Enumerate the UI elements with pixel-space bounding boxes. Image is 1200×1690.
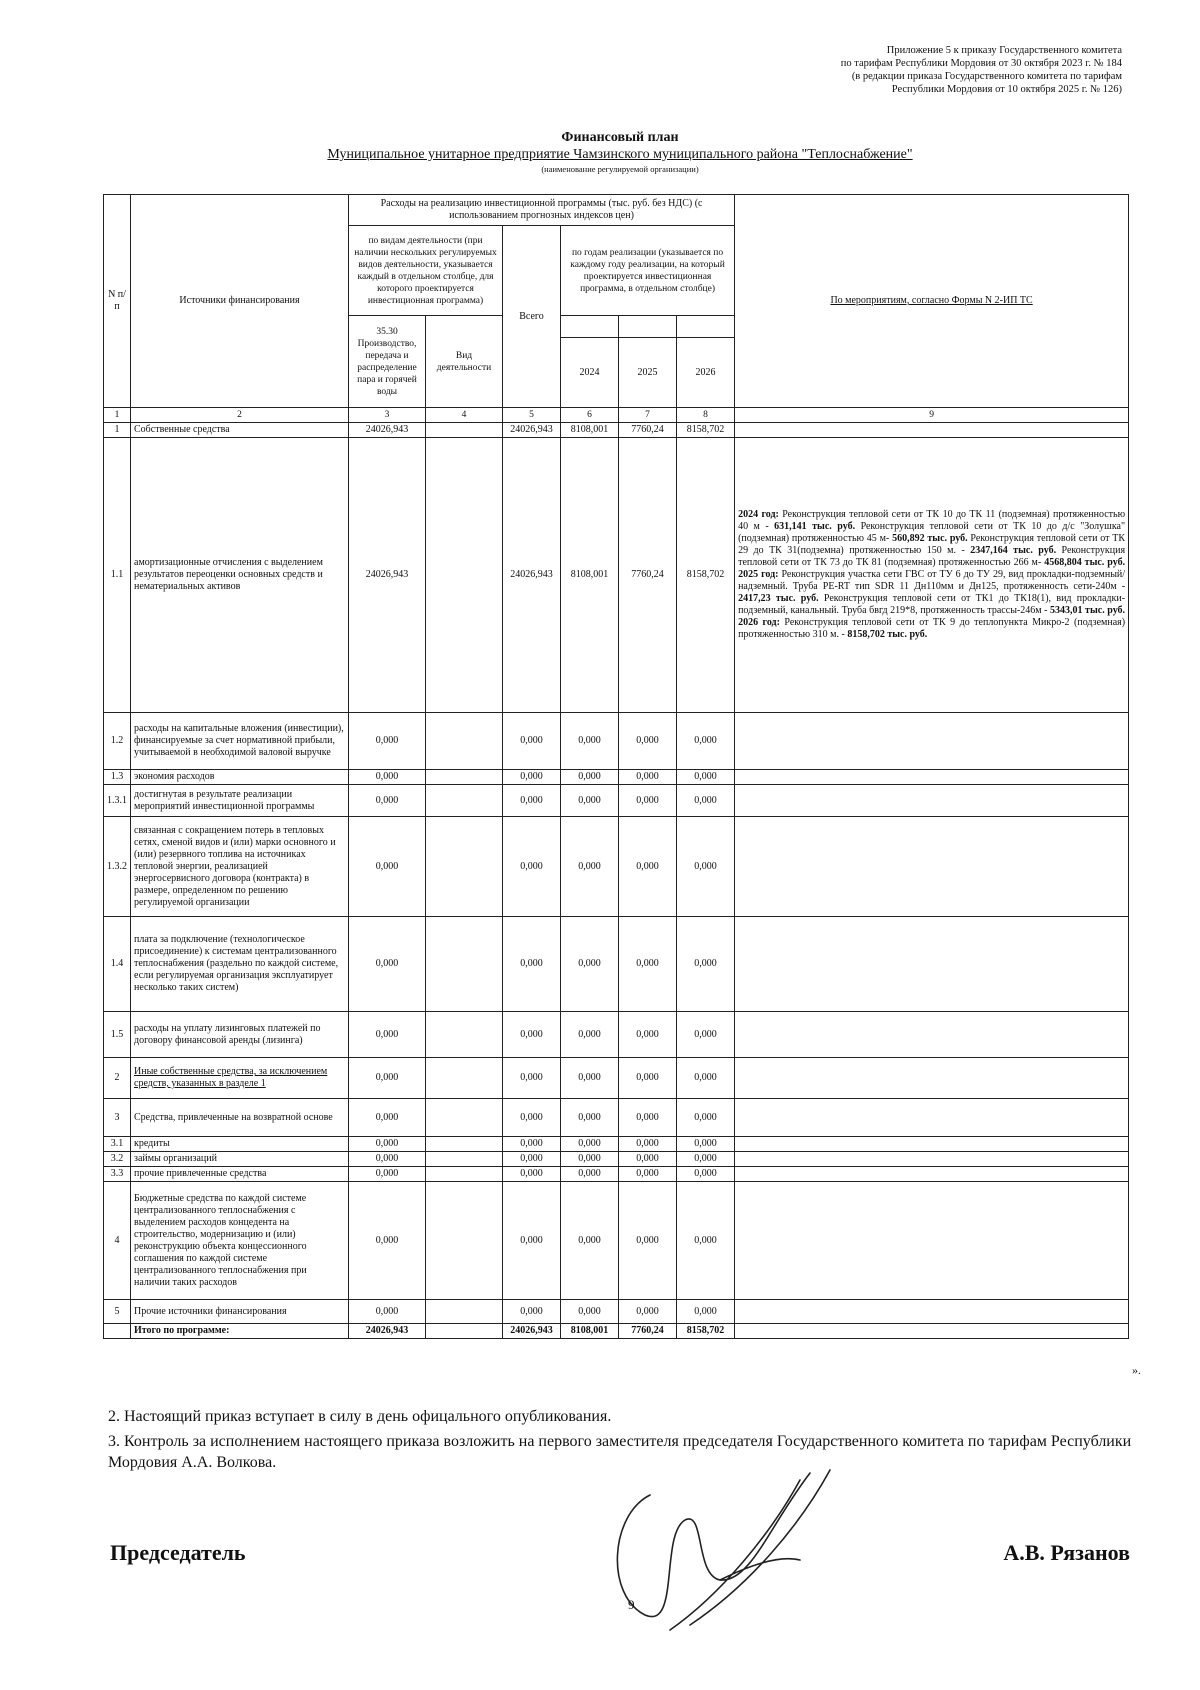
row-number: 5 bbox=[104, 1300, 131, 1324]
row-total: 0,000 bbox=[503, 1099, 561, 1137]
row-measures bbox=[735, 817, 1129, 917]
col-number: 7 bbox=[619, 408, 677, 423]
row-activity2 bbox=[426, 817, 503, 917]
row-source: расходы на капитальные вложения (инвестиции), финансируемые за счет нормативной прибыли, учитываемой в необходимой валовой выручке bbox=[131, 713, 349, 770]
row-2024: 0,000 bbox=[561, 1167, 619, 1182]
row-2026: 0,000 bbox=[677, 713, 735, 770]
organization-caption: (наименование регулируемой организации) bbox=[541, 164, 699, 174]
row-total: 0,000 bbox=[503, 1012, 561, 1058]
row-measures bbox=[735, 713, 1129, 770]
row-activity2 bbox=[426, 1182, 503, 1300]
header-measures: По мероприятиям, согласно Формы N 2-ИП ТС bbox=[735, 195, 1129, 408]
row-source: Прочие источники финансирования bbox=[131, 1300, 349, 1324]
row-activity1: 0,000 bbox=[349, 1012, 426, 1058]
document-title bbox=[0, 130, 1200, 174]
row-2025: 0,000 bbox=[619, 1167, 677, 1182]
row-activity2 bbox=[426, 1137, 503, 1152]
table-row bbox=[104, 917, 1129, 1012]
table-row bbox=[104, 1167, 1129, 1182]
row-number: 1.3.1 bbox=[104, 785, 131, 817]
row-2026: 8158,702 bbox=[677, 438, 735, 713]
table-row bbox=[104, 1099, 1129, 1137]
row-2026: 0,000 bbox=[677, 1012, 735, 1058]
row-total: 0,000 bbox=[503, 770, 561, 785]
row-number: 3.2 bbox=[104, 1152, 131, 1167]
table-row bbox=[104, 1152, 1129, 1167]
measures-description bbox=[735, 438, 1129, 713]
row-activity1: 0,000 bbox=[349, 770, 426, 785]
paragraph-3: 3. Контроль за исполнением настоящего приказа возложить на первого заместителя председателя Государственного комитета по тарифам Республики Мордовия А.А. Волкова. bbox=[108, 1433, 1132, 1471]
row-total: 0,000 bbox=[503, 1137, 561, 1152]
row-total: 0,000 bbox=[503, 713, 561, 770]
row-activity2 bbox=[426, 770, 503, 785]
row-2026: 0,000 bbox=[677, 1137, 735, 1152]
header-source: Источники финансирования bbox=[131, 195, 349, 408]
row-source: плата за подключение (технологическое присоединение) к системам централизованного теплоснабжения (раздельно по каждой системе, если регулируемая организация эксплуатирует несколько таких систем) bbox=[131, 917, 349, 1012]
row-2025: 0,000 bbox=[619, 1300, 677, 1324]
row-measures bbox=[735, 1152, 1129, 1167]
row-total: 0,000 bbox=[503, 1058, 561, 1099]
total-label: Итого по программе: bbox=[131, 1324, 349, 1339]
appendix-note bbox=[662, 44, 1122, 96]
financial-plan-table bbox=[103, 194, 1129, 1339]
row-measures bbox=[735, 1167, 1129, 1182]
table-total-row bbox=[104, 1324, 1129, 1339]
row-measures bbox=[735, 1182, 1129, 1300]
header-activity-2: Вид деятельности bbox=[426, 316, 503, 408]
col-number: 2 bbox=[131, 408, 349, 423]
row-2025: 0,000 bbox=[619, 785, 677, 817]
plan-title: Финансовый план bbox=[561, 130, 679, 145]
row-2026: 0,000 bbox=[677, 1182, 735, 1300]
appendix-note-line: Республики Мордовия от 10 октября 2025 г. № 126) bbox=[891, 84, 1122, 95]
row-2024: 0,000 bbox=[561, 713, 619, 770]
col-number: 4 bbox=[426, 408, 503, 423]
row-total: 0,000 bbox=[503, 1167, 561, 1182]
header-year-2025: 2025 bbox=[619, 338, 677, 408]
row-2024: 0,000 bbox=[561, 1012, 619, 1058]
measure-text: Реконструкция участка сети ГВС от ТУ 6 до ТУ 29, вид прокладки-подземный/надземный. Труба PE-RT тип SDR 11 Дн110мм и Дн125, протяженность сети-240м - bbox=[738, 569, 1126, 592]
row-total: 0,000 bbox=[503, 1152, 561, 1167]
row-2024: 0,000 bbox=[561, 917, 619, 1012]
row-2024: 0,000 bbox=[561, 1058, 619, 1099]
year-label: 2026 год: bbox=[738, 617, 780, 628]
row-source: амортизационные отчисления с выделением результатов переоценки основных средств и нематериальных активов bbox=[131, 438, 349, 713]
row-total: 24026,943 bbox=[503, 438, 561, 713]
col-number: 9 bbox=[735, 408, 1129, 423]
appendix-note-line: Приложение 5 к приказу Государственного комитета bbox=[886, 45, 1122, 56]
closing-quote: ». bbox=[1132, 1363, 1141, 1377]
paragraph-2: 2. Настоящий приказ вступает в силу в день офицального опубликования. bbox=[108, 1408, 612, 1425]
row-2024: 0,000 bbox=[561, 1099, 619, 1137]
col-number: 5 bbox=[503, 408, 561, 423]
row-2025: 0,000 bbox=[619, 1058, 677, 1099]
row-measures bbox=[735, 1324, 1129, 1339]
signer-name: А.В. Рязанов bbox=[1003, 1540, 1130, 1565]
handwritten-signature bbox=[600, 1465, 850, 1640]
row-source: Бюджетные средства по каждой системе централизованного теплоснабжения с выделением расходов концедента на строительство, модернизацию и (или) реконструкцию объекта концессионного соглашения по каждой системе централизованного теплоснабжения при наличии таких расходов bbox=[131, 1182, 349, 1300]
row-source: прочие привлеченные средства bbox=[131, 1167, 349, 1182]
year-label: 2024 год: bbox=[738, 509, 779, 520]
row-2025: 0,000 bbox=[619, 817, 677, 917]
row-2026: 0,000 bbox=[677, 1152, 735, 1167]
row-source: Средства, привлеченные на возвратной основе bbox=[131, 1099, 349, 1137]
row-source: экономия расходов bbox=[131, 770, 349, 785]
row-2025: 0,000 bbox=[619, 917, 677, 1012]
row-total: 0,000 bbox=[503, 1182, 561, 1300]
header-expenses: Расходы на реализацию инвестиционной программы (тыс. руб. без НДС) (с использованием прогнозных индексов цен) bbox=[349, 195, 735, 226]
header-by-year: по годам реализации (указывается по каждому году реализации, на который проектируется инвестиционная программа, в отдельном столбце) bbox=[561, 226, 735, 316]
row-2024: 0,000 bbox=[561, 1182, 619, 1300]
measure-sum: 8158,702 тыс. руб. bbox=[847, 629, 928, 640]
measure-sum: 5343,01 тыс. руб. bbox=[1050, 605, 1126, 616]
total-2026: 8158,702 bbox=[677, 1324, 735, 1339]
row-2026: 0,000 bbox=[677, 1300, 735, 1324]
row-source: займы организаций bbox=[131, 1152, 349, 1167]
row-2025: 0,000 bbox=[619, 1152, 677, 1167]
organization-name: Муниципальное унитарное предприятие Чамзинского муниципального района "Теплоснабжение" bbox=[327, 147, 913, 162]
row-measures bbox=[735, 785, 1129, 817]
row-activity1: 24026,943 bbox=[349, 423, 426, 438]
header-num: N п/п bbox=[104, 195, 131, 408]
row-2024: 0,000 bbox=[561, 785, 619, 817]
row-number bbox=[104, 1324, 131, 1339]
row-number: 1.3 bbox=[104, 770, 131, 785]
row-measures bbox=[735, 1058, 1129, 1099]
row-total: 24026,943 bbox=[503, 423, 561, 438]
measure-sum: 631,141 тыс. руб. bbox=[774, 521, 856, 532]
row-number: 2 bbox=[104, 1058, 131, 1099]
table-row bbox=[104, 817, 1129, 917]
row-measures bbox=[735, 917, 1129, 1012]
row-activity2 bbox=[426, 438, 503, 713]
table-row bbox=[104, 423, 1129, 438]
row-number: 1.2 bbox=[104, 713, 131, 770]
row-activity2 bbox=[426, 1152, 503, 1167]
row-activity1: 0,000 bbox=[349, 917, 426, 1012]
row-activity1: 0,000 bbox=[349, 817, 426, 917]
col-number: 6 bbox=[561, 408, 619, 423]
col-number: 8 bbox=[677, 408, 735, 423]
row-measures bbox=[735, 1137, 1129, 1152]
row-source: Собственные средства bbox=[131, 423, 349, 438]
row-measures bbox=[735, 770, 1129, 785]
row-2026: 0,000 bbox=[677, 1099, 735, 1137]
row-number: 1.3.2 bbox=[104, 817, 131, 917]
row-2024: 0,000 bbox=[561, 817, 619, 917]
row-number: 3.3 bbox=[104, 1167, 131, 1182]
signer-position: Председатель bbox=[110, 1540, 246, 1565]
total-2025: 7760,24 bbox=[619, 1324, 677, 1339]
total-sum: 24026,943 bbox=[503, 1324, 561, 1339]
row-source: достигнутая в результате реализации мероприятий инвестиционной программы bbox=[131, 785, 349, 817]
row-activity2 bbox=[426, 1300, 503, 1324]
row-2024: 0,000 bbox=[561, 1300, 619, 1324]
row-2025: 0,000 bbox=[619, 1182, 677, 1300]
row-activity1: 0,000 bbox=[349, 713, 426, 770]
row-activity2 bbox=[426, 785, 503, 817]
header-year-spacer bbox=[677, 316, 735, 338]
row-number: 1 bbox=[104, 423, 131, 438]
table-row bbox=[104, 438, 1129, 713]
col-number: 3 bbox=[349, 408, 426, 423]
total-activity1: 24026,943 bbox=[349, 1324, 426, 1339]
row-total: 0,000 bbox=[503, 785, 561, 817]
header-year-2024: 2024 bbox=[561, 338, 619, 408]
row-2024: 8108,001 bbox=[561, 438, 619, 713]
header-year-spacer bbox=[561, 316, 619, 338]
header-year-2026: 2026 bbox=[677, 338, 735, 408]
row-total: 0,000 bbox=[503, 1300, 561, 1324]
measure-sum: 4568,804 тыс. руб. bbox=[1044, 557, 1126, 568]
row-total: 0,000 bbox=[503, 817, 561, 917]
row-activity2 bbox=[426, 1167, 503, 1182]
table-row bbox=[104, 713, 1129, 770]
measure-text: Реконструкция тепловой сети от ТК 73 до ТК 81 (подземная) протяженностью 266 м- bbox=[738, 545, 1126, 568]
header-year-spacer bbox=[619, 316, 677, 338]
row-number: 3.1 bbox=[104, 1137, 131, 1152]
table-row bbox=[104, 1300, 1129, 1324]
row-activity1: 0,000 bbox=[349, 785, 426, 817]
measure-sum: 2417,23 тыс. руб. bbox=[738, 593, 819, 604]
row-activity1: 24026,943 bbox=[349, 438, 426, 713]
measure-text: Реконструкция тепловой сети от ТК 29 до ТК 31(подземна) протяженностью 150 м. - bbox=[738, 533, 1126, 556]
table-row bbox=[104, 1012, 1129, 1058]
row-measures bbox=[735, 423, 1129, 438]
row-2025: 7760,24 bbox=[619, 423, 677, 438]
table-row bbox=[104, 1058, 1129, 1099]
row-2024: 0,000 bbox=[561, 1137, 619, 1152]
row-number: 3 bbox=[104, 1099, 131, 1137]
row-activity2 bbox=[426, 713, 503, 770]
row-number: 4 bbox=[104, 1182, 131, 1300]
table-row bbox=[104, 1182, 1129, 1300]
row-2026: 0,000 bbox=[677, 770, 735, 785]
row-measures bbox=[735, 1300, 1129, 1324]
row-number: 1.1 bbox=[104, 438, 131, 713]
row-activity1: 0,000 bbox=[349, 1167, 426, 1182]
row-source: кредиты bbox=[131, 1137, 349, 1152]
col-number: 1 bbox=[104, 408, 131, 423]
table-row bbox=[104, 785, 1129, 817]
row-2026: 0,000 bbox=[677, 1058, 735, 1099]
row-2024: 0,000 bbox=[561, 1152, 619, 1167]
appendix-note-line: по тарифам Республики Мордовия от 30 октября 2023 г. № 184 bbox=[840, 58, 1122, 69]
row-activity1: 0,000 bbox=[349, 1058, 426, 1099]
year-label: 2025 год: bbox=[738, 569, 779, 580]
measure-text: Реконструкция тепловой сети от ТК 9 до теплопункта Микро-2 (подземная) протяженностью 310 м. - bbox=[738, 617, 1126, 640]
row-activity2 bbox=[426, 1012, 503, 1058]
row-2026: 0,000 bbox=[677, 785, 735, 817]
row-2026: 8158,702 bbox=[677, 423, 735, 438]
measure-sum: 2347,164 тыс. руб. bbox=[970, 545, 1057, 556]
table-row bbox=[104, 770, 1129, 785]
row-2025: 7760,24 bbox=[619, 438, 677, 713]
page-number: 9 bbox=[628, 1597, 635, 1612]
row-activity1: 0,000 bbox=[349, 1137, 426, 1152]
row-activity2 bbox=[426, 423, 503, 438]
row-2025: 0,000 bbox=[619, 713, 677, 770]
row-2024: 8108,001 bbox=[561, 423, 619, 438]
row-activity1: 0,000 bbox=[349, 1182, 426, 1300]
row-2025: 0,000 bbox=[619, 770, 677, 785]
row-activity2 bbox=[426, 1099, 503, 1137]
row-2026: 0,000 bbox=[677, 1167, 735, 1182]
measure-text: Реконструкция тепловой сети от ТК 10 до ТК 11 (подземная) протяженностью 40 м - bbox=[738, 509, 1126, 532]
row-activity1: 0,000 bbox=[349, 1300, 426, 1324]
appendix-note-line: (в редакции приказа Государственного комитета по тарифам bbox=[851, 71, 1122, 82]
row-2025: 0,000 bbox=[619, 1099, 677, 1137]
measure-sum: 560,892 тыс. руб. bbox=[892, 533, 968, 544]
row-2026: 0,000 bbox=[677, 917, 735, 1012]
row-activity2 bbox=[426, 1058, 503, 1099]
row-2024: 0,000 bbox=[561, 770, 619, 785]
header-by-activity: по видам деятельности (при наличии нескольких регулируемых видов деятельности, указывается каждый в отдельном столбце, для которого проектируется инвестиционная программа) bbox=[349, 226, 503, 316]
table-row bbox=[104, 1137, 1129, 1152]
row-2026: 0,000 bbox=[677, 817, 735, 917]
row-activity1: 0,000 bbox=[349, 1152, 426, 1167]
row-source: расходы на уплату лизинговых платежей по договору финансовой аренды (лизинга) bbox=[131, 1012, 349, 1058]
row-2025: 0,000 bbox=[619, 1137, 677, 1152]
row-2025: 0,000 bbox=[619, 1012, 677, 1058]
header-total: Всего bbox=[503, 226, 561, 408]
row-measures bbox=[735, 1012, 1129, 1058]
header-activity-1: 35.30 Производство, передача и распределение пара и горячей воды bbox=[349, 316, 426, 408]
row-source: Иные собственные средства, за исключением средств, указанных в разделе 1 bbox=[131, 1058, 349, 1099]
row-number: 1.5 bbox=[104, 1012, 131, 1058]
measure-text: Реконструкция тепловой сети от ТК 10 до д/с "Золушка" (подземная) протяженностью 45 м- bbox=[738, 521, 1126, 544]
total-activity2 bbox=[426, 1324, 503, 1339]
row-activity1: 0,000 bbox=[349, 1099, 426, 1137]
total-2024: 8108,001 bbox=[561, 1324, 619, 1339]
row-number: 1.4 bbox=[104, 917, 131, 1012]
row-source: связанная с сокращением потерь в тепловых сетях, сменой видов и (или) марки основного и (или) резервного топлива на источниках тепловой энергии, реализацией энергосервисного договора (контракта) в размере, определенном по решению регулируемой организации bbox=[131, 817, 349, 917]
measure-text: Реконструкция тепловой сети от ТК1 до ТК18(1), вид прокладки- подземный, канальный. Труба бвгд 219*8, протяженность трассы-246м - bbox=[738, 593, 1126, 616]
row-activity2 bbox=[426, 917, 503, 1012]
row-measures bbox=[735, 1099, 1129, 1137]
row-total: 0,000 bbox=[503, 917, 561, 1012]
